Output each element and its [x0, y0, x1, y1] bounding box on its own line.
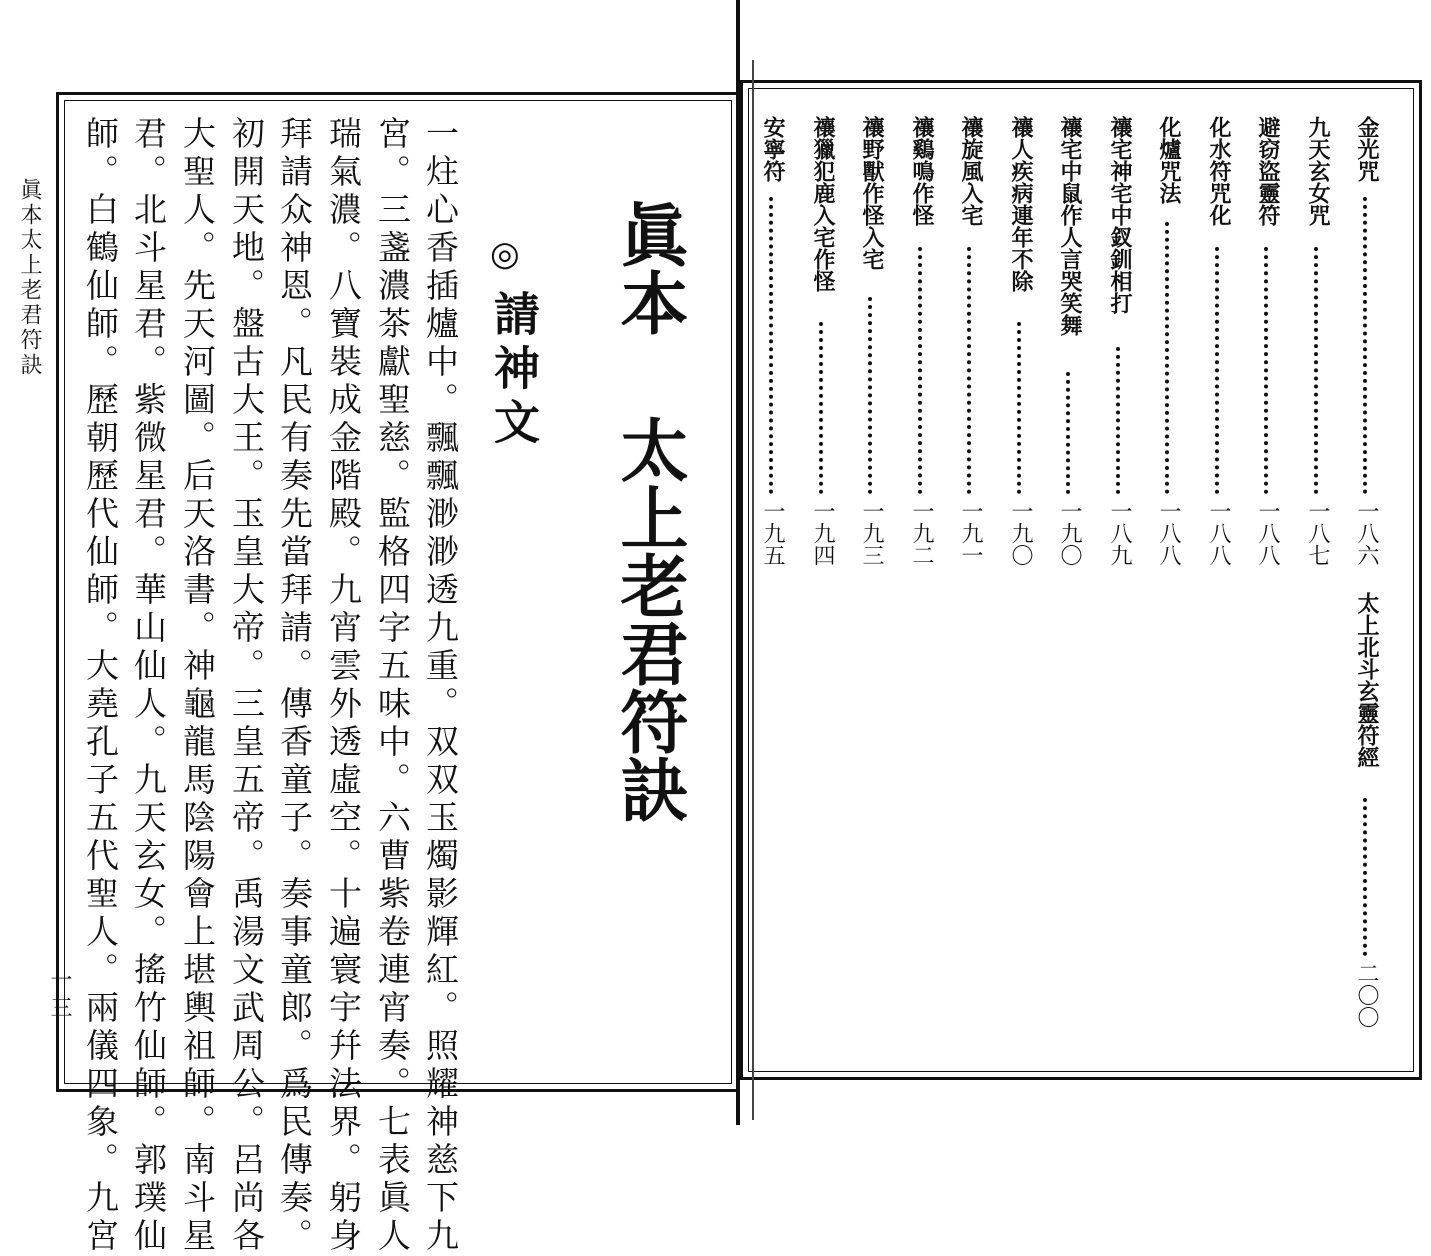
toc-entry	[1154, 116, 1184, 586]
toc-entry-title: 禳野獸作怪入宅	[859, 116, 884, 270]
section-mark-icon: ◎	[490, 234, 520, 274]
toc-entry-title: 禳獵犯鹿入宅作怪	[810, 116, 835, 292]
toc-leader-dots	[1314, 247, 1318, 494]
section-title-text: 請神文	[487, 290, 541, 452]
toc-entry-title: 避窃盜靈符	[1255, 116, 1280, 226]
toc-entry	[1105, 116, 1135, 586]
toc-entry-page: 一九〇	[1057, 500, 1082, 566]
toc-leader-dots	[769, 197, 773, 494]
toc-entry-page: 一九五	[760, 500, 785, 566]
toc-entry-page: 一八九	[1107, 500, 1132, 566]
toc-entry-page: 二〇〇	[1354, 962, 1379, 1028]
toc-entry-page: 一九二	[909, 500, 934, 566]
toc-entry-page: 一八八	[1156, 500, 1181, 566]
toc-leader-dots	[1017, 322, 1021, 494]
toc-entry-title: 禳宅中鼠作人言哭笑舞	[1057, 116, 1082, 336]
body-column-6: 大聖人。先天河圖。后天洛書。神龜龍馬陰陽會上堪輿祖師。南斗星	[178, 116, 217, 1256]
toc-entry-page: 一九一	[958, 500, 983, 566]
toc-leader-dots	[1363, 197, 1367, 494]
body-column-2: 宮。三盞濃茶獻聖慈。監格四字五味中。六曹紫卷連宵奏。七表眞人	[373, 116, 412, 1256]
toc-entry-title: 禳旋風入宅	[958, 116, 983, 226]
toc-leader-dots	[1165, 222, 1169, 494]
book-title-text: 眞本 太上老君符訣	[609, 200, 688, 823]
book-gutter	[736, 0, 740, 1125]
toc-entry	[857, 116, 887, 586]
toc-leader-dots	[868, 297, 872, 494]
toc-leader-dots	[819, 322, 823, 494]
toc-entry-extra	[1352, 592, 1382, 1052]
toc-entry-title: 禳人疾病連年不除	[1008, 116, 1033, 292]
toc-entry-title: 金光咒	[1354, 116, 1379, 182]
toc-entry	[1006, 116, 1036, 586]
toc-entry	[1303, 116, 1333, 586]
toc-entry-title: 禳鷄鳴作怪	[909, 116, 934, 226]
page-number: 一三	[47, 968, 72, 1024]
toc-entry	[1253, 116, 1283, 586]
toc-entry-page: 一九四	[810, 500, 835, 566]
toc-entry	[907, 116, 937, 586]
toc-leader-dots	[918, 247, 922, 494]
toc-leader-dots	[1066, 372, 1070, 494]
toc-leader-dots	[967, 247, 971, 494]
toc-entry-page: 一八七	[1305, 500, 1330, 566]
toc-leader-dots	[1215, 247, 1219, 494]
body-column-4: 拜請众神恩。凡民有奏先當拜請。傳香童子。奏事童郎。爲民傳奏。	[275, 116, 314, 1256]
book-title	[608, 200, 688, 823]
toc-entry-title: 化爐咒法	[1156, 116, 1181, 204]
body-column-7: 君。北斗星君。紫微星君。華山仙人。九天玄女。搖竹仙師。郭璞仙	[129, 116, 168, 1256]
running-head: 眞本太上老君符訣	[17, 178, 42, 378]
toc-leader-dots	[1116, 347, 1120, 494]
toc-entry	[808, 116, 838, 586]
toc-entry-title: 化水符咒化	[1206, 116, 1231, 226]
toc-entry-page: 一八六	[1354, 500, 1379, 566]
toc-entry	[1352, 116, 1382, 586]
toc-entry	[758, 116, 788, 586]
book-gutter-line	[752, 60, 754, 1120]
toc-entry	[956, 116, 986, 586]
body-column-1: 一炷心香插爐中。飄飄渺渺透九重。双双玉燭影輝紅。照耀神慈下九	[421, 116, 460, 1256]
toc-entry	[1055, 116, 1085, 586]
toc-entry-title: 太上北斗玄靈符經	[1354, 592, 1379, 768]
toc-leader-dots	[1264, 247, 1268, 494]
toc-entry	[1204, 116, 1234, 586]
section-title	[486, 290, 542, 452]
body-column-8: 師。白鶴仙師。歷朝歷代仙師。大堯孔子五代聖人。兩儀四象。九宮	[81, 116, 120, 1256]
toc-entry-title: 安寧符	[760, 116, 785, 182]
body-column-3: 瑞氣濃。八寶裝成金階殿。九宵雲外透虛空。十遍寰宇幷法界。躬身	[324, 116, 363, 1256]
toc-entry-page: 一八八	[1206, 500, 1231, 566]
toc-leader-dots	[1363, 798, 1367, 956]
toc-entry-page: 一九〇	[1008, 500, 1033, 566]
body-column-5: 初開天地。盤古大王。玉皇大帝。三皇五帝。禹湯文武周公。呂尚各	[227, 116, 266, 1256]
toc-entry-page: 一九三	[859, 500, 884, 566]
toc-entry-page: 一八八	[1255, 500, 1280, 566]
toc-entry-title: 禳宅神宅中釵釧相打	[1107, 116, 1132, 314]
toc-entry-title: 九天玄女咒	[1305, 116, 1330, 226]
